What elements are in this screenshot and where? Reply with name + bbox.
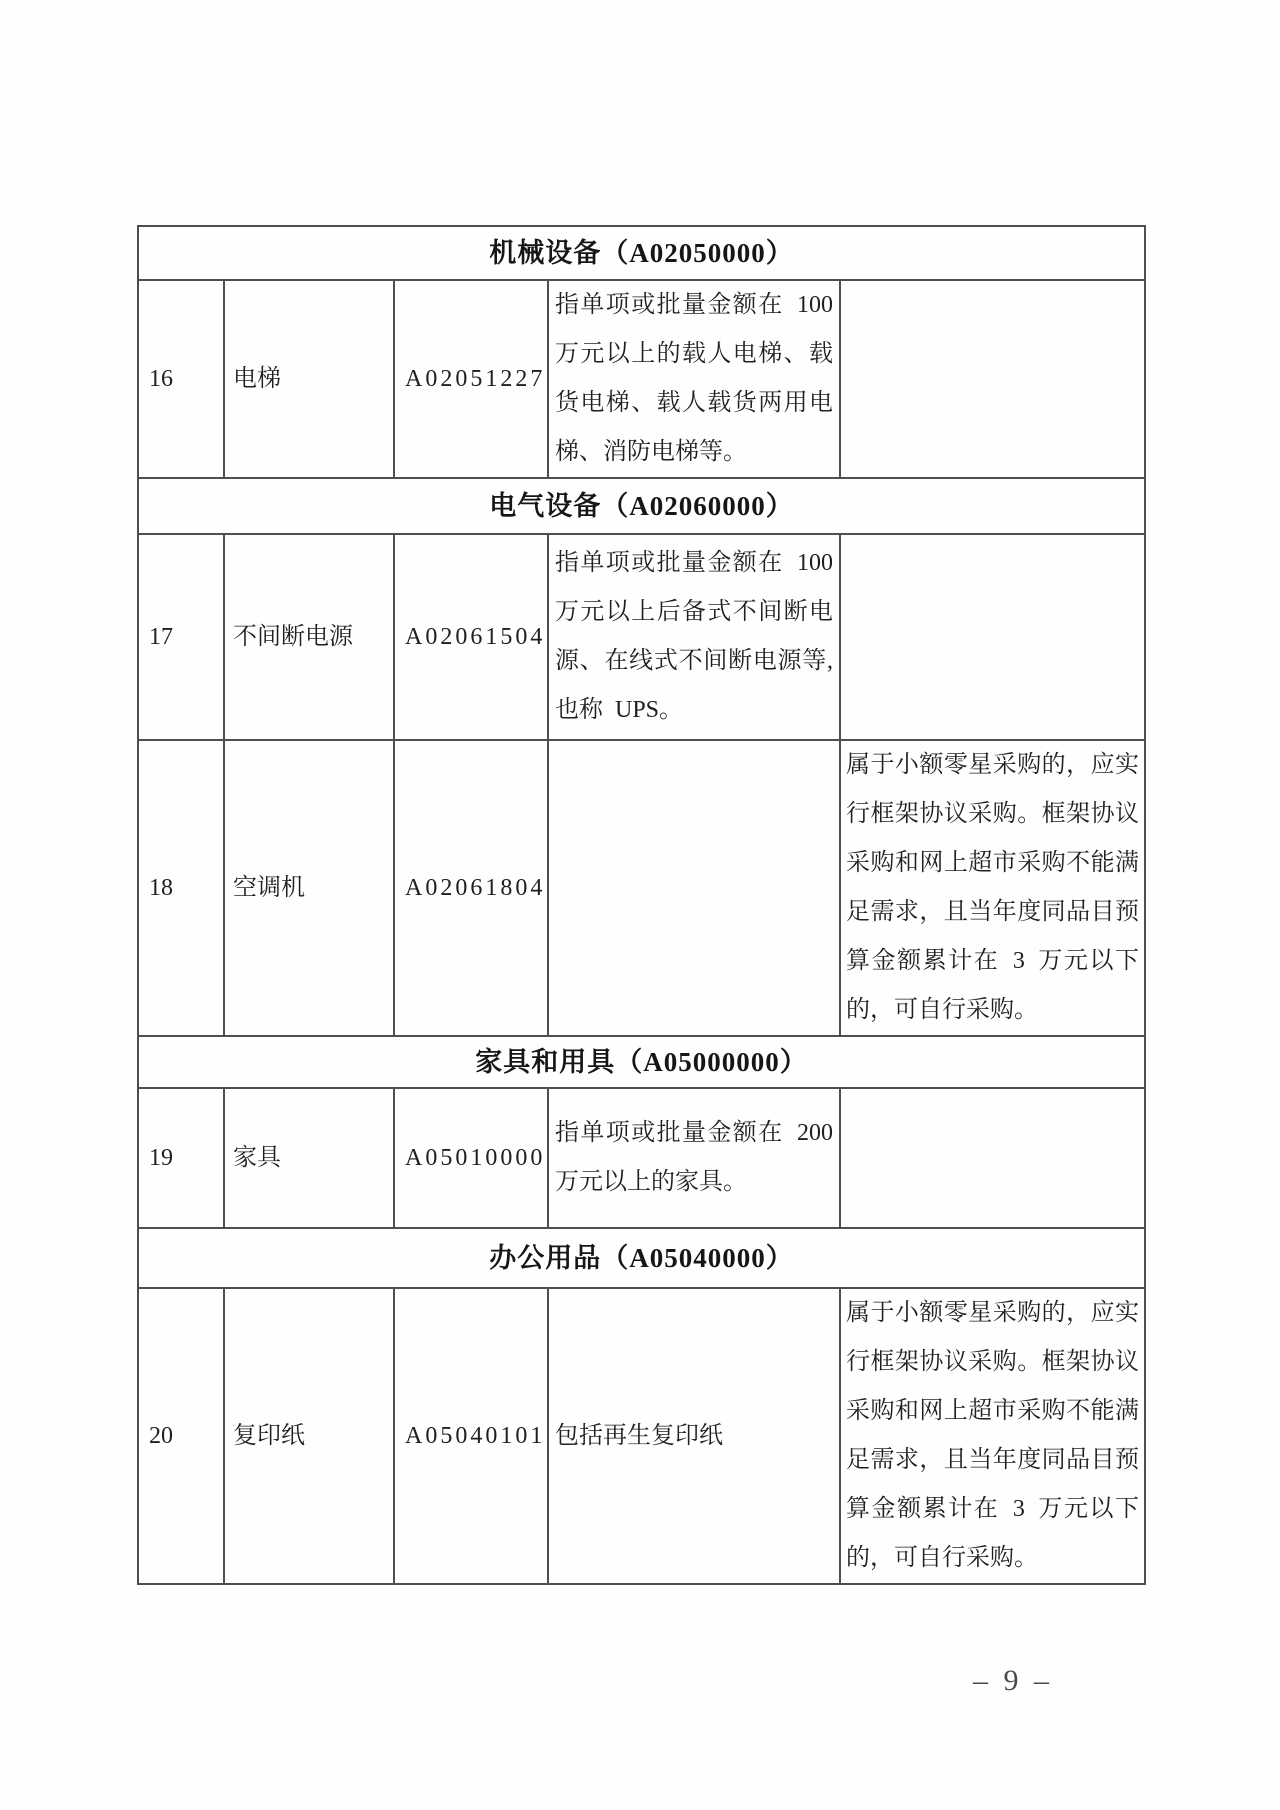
name-cell: 不间断电源 (224, 534, 394, 740)
description-cell: 指单项或批量金额在 100 万元以上的载人电梯、载货电梯、载人载货两用电梯、消防电梯等。 (548, 280, 840, 478)
remark-cell (840, 280, 1145, 478)
no-cell: 16 (138, 280, 224, 478)
code-cell: A02061504 (394, 534, 548, 740)
table-row-16 (138, 280, 1145, 478)
table-row-18 (138, 740, 1145, 1036)
page-number: – 9 – (973, 1664, 1053, 1697)
table-row-20 (138, 1288, 1145, 1584)
section-header-electrical-equipment (138, 478, 1145, 534)
name-cell: 家具 (224, 1088, 394, 1228)
name-cell: 复印纸 (224, 1288, 394, 1584)
no-cell: 19 (138, 1088, 224, 1228)
section-title: 办公用品（A05040000） (138, 1228, 1145, 1288)
section-title: 家具和用具（A05000000） (138, 1036, 1145, 1088)
table-row-19 (138, 1088, 1145, 1228)
description-cell: 指单项或批量金额在 200 万元以上的家具。 (548, 1088, 840, 1228)
name-cell: 空调机 (224, 740, 394, 1036)
procurement-catalog-table (137, 225, 1146, 1585)
remark-cell (840, 534, 1145, 740)
section-header-office-supplies (138, 1228, 1145, 1288)
remark-cell (840, 1088, 1145, 1228)
section-title: 机械设备（A02050000） (138, 226, 1145, 280)
description-cell: 指单项或批量金额在 100 万元以上后备式不间断电源、在线式不间断电源等,也称 UPS。 (548, 534, 840, 740)
remark-cell: 属于小额零星采购的，应实行框架协议采购。框架协议采购和网上超市采购不能满足需求，且当年度同品目预算金额累计在 3 万元以下的，可自行采购。 (840, 1288, 1145, 1584)
description-cell: 包括再生复印纸 (548, 1288, 840, 1584)
code-cell: A02061804 (394, 740, 548, 1036)
no-cell: 20 (138, 1288, 224, 1584)
name-cell: 电梯 (224, 280, 394, 478)
code-cell: A05010000 (394, 1088, 548, 1228)
table-row-17 (138, 534, 1145, 740)
code-cell: A02051227 (394, 280, 548, 478)
description-cell (548, 740, 840, 1036)
section-header-mechanical-equipment (138, 226, 1145, 280)
code-cell: A05040101 (394, 1288, 548, 1584)
no-cell: 17 (138, 534, 224, 740)
section-header-furniture (138, 1036, 1145, 1088)
remark-cell: 属于小额零星采购的，应实行框架协议采购。框架协议采购和网上超市采购不能满足需求，且当年度同品目预算金额累计在 3 万元以下的，可自行采购。 (840, 740, 1145, 1036)
no-cell: 18 (138, 740, 224, 1036)
section-title: 电气设备（A02060000） (138, 478, 1145, 534)
